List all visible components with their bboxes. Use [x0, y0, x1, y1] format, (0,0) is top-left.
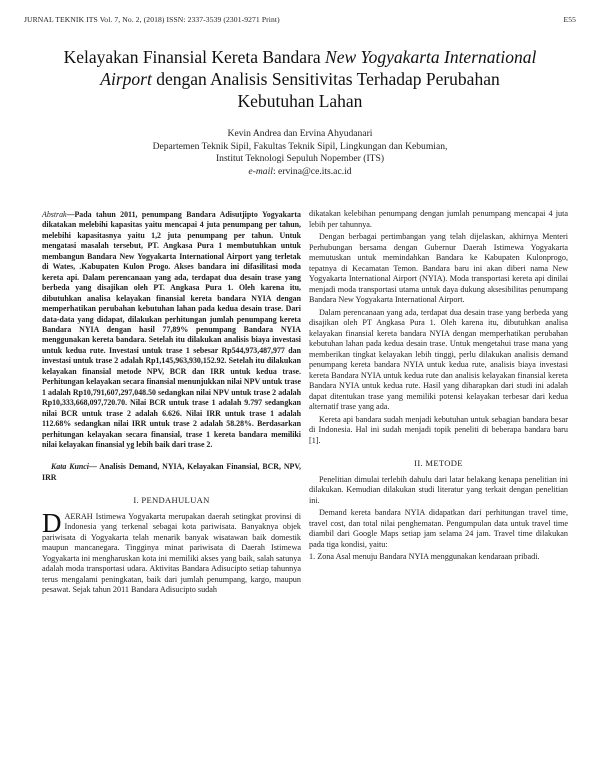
- author-block: [40, 128, 560, 178]
- method-paragraph-1: Penelitian dimulai terlebih dahulu dari latar belakang kenapa penelitian ini dilakukan. Kemudian dilakukan studi literatur yang terkait dengan penelitian ini.: [309, 474, 568, 505]
- intro-paragraph: [42, 507, 301, 596]
- intro-paragraph-text: AERAH Istimewa Yogyakarta merupakan daerah setingkat provinsi di Indonesia yang terkenal sebagai kota pariwisata. Banyaknya objek pariwisata di Yogyakarta telah menarik banyak wisatawan baik domestik maupun mancanegara. Tingginya minat pariwisata di Daerah Istimewa Yogyakarta ini mengharuskan kota ini memiliki akses yang baik, salah satunya adalah moda transportasi udara. Aktivitas Bandara Adisucipto setiap tahunnya terus mengalami peningkatan, baik dari jumlah penumpang, kargo, maupun pesawat. Sejak tahun 2011 Bandara Adisucipto sudah: [42, 511, 301, 595]
- paragraph-planning: Dalam perencanaan yang ada, terdapat dua desain trase yang berbeda yang disajikan oleh PT Angkasa Pura 1. Oleh karena itu, dibutuhkan analisa kelayakan finansial kereta bandara NYIA dengan memperhatikan perubahan kebutuhan lahan pada kedua desain trase. Untuk mengetahui trase mana yang memberikan tingkat kelayakan lebih tinggi, perlu dilakukan analisis demand penumpang kereta bandara NYIA untuk kedua rute, analisis biaya investasi kereta Bandara NYIA untuk kedua rute dan analisis kelayakan finansial kereta Bandara NYIA untuk kedua rute. Hasil yang diharapkan dari studi ini adalah dapat ditentukan trase yang memiliki potensi kelayakan terbesar dari kedua alternatif trase yang ada.: [309, 307, 568, 411]
- title-part-1: Kelayakan Finansial Kereta Bandara: [63, 47, 326, 67]
- method-paragraph-2: Demand kereta bandara NYIA didapatkan dari perhitungan travel time, travel cost, dan total nilai penghematan. Pengumpulan data untuk travel time diambil dari Google Maps setiap jam selama 24 jam. Travel time dilakukan pada tiga kondisi, yaitu:: [309, 508, 568, 549]
- right-column: [309, 209, 568, 563]
- paragraph-airport-rail: Kereta api bandara sudah menjadi kebutuhan untuk sebagian bandara besar di Indonesia. Hal ini sudah menjadi topik peneliti di beberapa bandara baru [1].: [309, 414, 568, 445]
- page-number: E55: [563, 15, 576, 24]
- title-part-2: New Yogyakarta International Airport: [100, 47, 537, 89]
- abstract-text: —Pada tahun 2011, penumpang Bandara Adisutjipto Yogyakarta dikatakan melebihi kapasitas yaitu mencapai 4 juta penumpang per tahun, melebihi kapasitasnya yaitu 1,2 juta penumpang per tahun. Untuk mengatasi masalah tersebut, PT. Angkasa Pura 1 membutuhkan untuk membangun Bandara New Yogyakarta International Airport yang terletak di Wates, .Kabupaten Kulon Progo. Akses bandara ini difasilitasi moda kereta api. Dalam perencanaan yang ada, terdapat dua desain trase yang berbeda yang disajikan oleh PT. Angkasa Pura 1. Oleh karena itu, dibutuhkan analisa kelayakan finansial kereta bandara NYIA dengan memperhatikan perubahan kebutuhan lahan pada kedua desain trase. Dari data-data yang didapat, dilakukan perhitungan jumlah penumpang kereta Bandara NYIA dengan hasil 77,89% penumpang Bandara NYIA menggunakan kereta bandara. Setelah itu dilakukan analisis biaya investasi untuk kedua rute. Investasi untuk trase 1 sebesar Rp544,973,487,977 dan investasi untuk trase 2 adalah Rp1,145,963,930,152.92. Setelah itu dilakukan kelayakan finansial metode NPV, BCR dan IRR untuk kedua trase. Perhitungan kelayakan secara finansial menunjukkan nilai NPV untuk trase 1 adalah Rp10,791,607,297,048.50 sedangkan nilai NPV untuk trase 2 adalah Rp10,333,668,097,720.70. Nilai BCR untuk trase 1 adalah 9.797 sedangkan nilai BCR untuk trase 2 adalah 6.626. Nilai IRR untuk trase 1 adalah 112.68% sedangkan nilai IRR untuk trase 2 adalah 58.28%. Berdasarkan perhitungan kelayakan secara finansial, trase 1 kereta bandara memiliki nilai kelayakan finansial yg lebih baik dari trase 2.: [42, 210, 301, 449]
- abstract-label: Abstrak: [42, 210, 67, 219]
- paragraph-relocation: Dengan berbagai pertimbangan yang telah dijelaskan, akhirnya Menteri Perhubungan bersama dengan Gubernur Daerah Istimewa Yogyakarta memutuskan untuk memindahkan Bandara ke Kabupaten Kulonprogo, tepatnya di Kecamatan Temon. Bandara baru ini akan diberi nama New Yogyakarta International Airport (NYIA). Moda transportasi kereta api dinilai menjadi moda transportasi utama untuk daya dukung aksesibilitas penumpang Bandara New Yogyakarta International Airport.: [309, 232, 568, 304]
- paper-title: [60, 46, 540, 112]
- section-heading-introduction: I. PENDAHULUAN: [133, 495, 210, 506]
- author-department: Departemen Teknik Sipil, Fakultas Teknik Sipil, Lingkungan dan Kebumian,: [152, 140, 448, 152]
- keywords: [42, 462, 301, 483]
- author-names: Kevin Andrea dan Ervina Ahyudanari: [227, 128, 373, 139]
- paragraph-continued: dikatakan kelebihan penumpang dengan jumlah penumpang mencapai 4 juta lebih per tahunnya.: [309, 209, 568, 229]
- keywords-label: Kata Kunci: [51, 462, 89, 472]
- author-email-line: [40, 166, 560, 179]
- author-email: : ervina@ce.its.ac.id: [272, 165, 352, 177]
- running-header: [24, 15, 576, 24]
- email-label: e-mail: [248, 165, 273, 177]
- title-part-3: dengan Analisis Sensitivitas Terhadap Perubahan Kebutuhan Lahan: [151, 69, 500, 111]
- drop-cap: D: [42, 507, 62, 538]
- section-heading-method: II. METODE: [414, 458, 463, 468]
- abstract: [42, 210, 301, 450]
- method-list-item-1: 1. Zona Asal menuju Bandara NYIA menggunakan kendaraan pribadi.: [309, 552, 540, 561]
- keywords-text: — Analisis Demand, NYIA, Kelayakan Finansial, BCR, NPV, IRR: [42, 462, 301, 482]
- author-institution: Institut Teknologi Sepuluh Nopember (ITS): [215, 153, 385, 165]
- journal-citation: JURNAL TEKNIK ITS Vol. 7, No. 2, (2018) ISSN: 2337-3539 (2301-9271 Print): [24, 15, 280, 24]
- left-column: [42, 210, 301, 598]
